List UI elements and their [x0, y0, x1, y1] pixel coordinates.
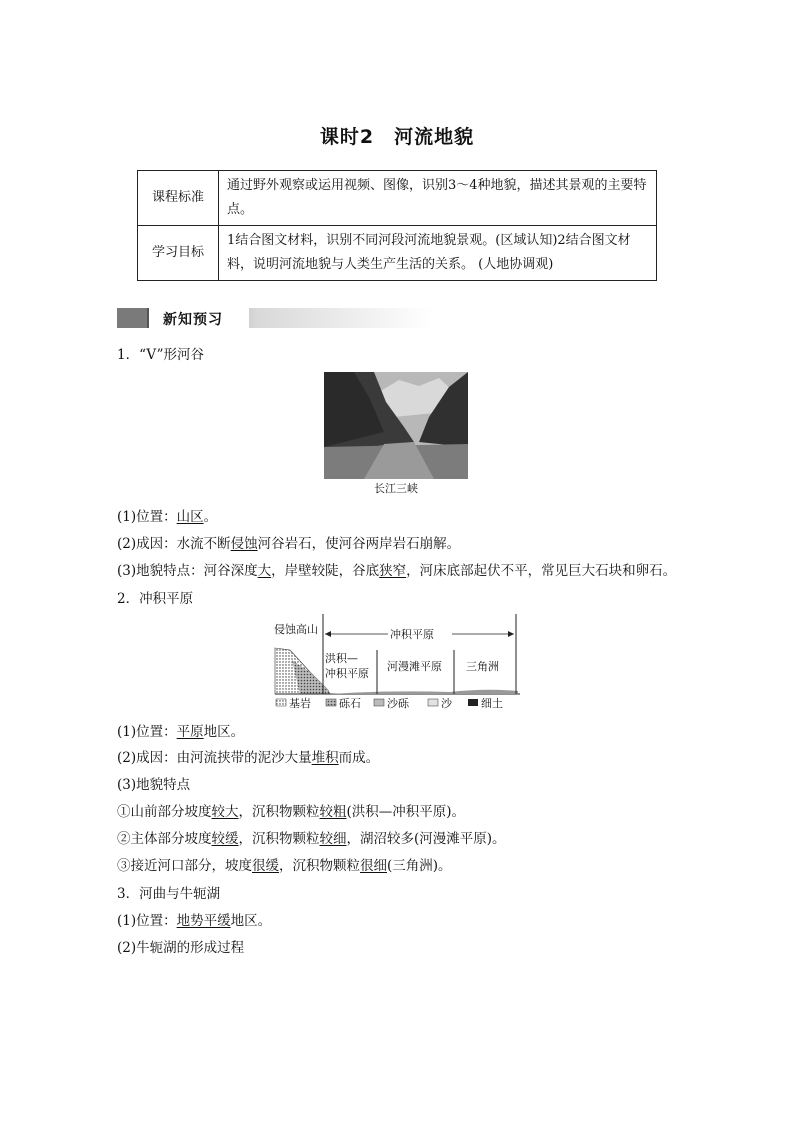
gorge-image — [324, 372, 468, 479]
answer-blank: 较细 — [319, 831, 347, 847]
answer-blank: 山区 — [176, 509, 204, 525]
meander-location — [117, 909, 271, 929]
table-row — [138, 226, 657, 281]
label-alluvial-plain: 冲积平原 — [390, 628, 434, 641]
table-header-cell: 课程标准 — [138, 171, 219, 226]
sediment-layer — [330, 690, 518, 694]
text: ，沉积物颗粒 — [279, 858, 360, 874]
text: ，湖沼较多(河漫滩平原)。 — [346, 831, 506, 847]
photo-caption: 长江三峡 — [374, 482, 418, 495]
text: 地区。 — [203, 724, 245, 740]
answer-blank: 很缓 — [252, 858, 279, 874]
answer-blank: 较粗 — [319, 804, 347, 820]
plain-feature-3 — [117, 854, 452, 874]
answer-blank: 大 — [257, 563, 272, 579]
answer-blank: 很细 — [360, 858, 387, 874]
table-row — [138, 171, 657, 226]
answer-blank: 地势平缓 — [176, 913, 231, 929]
text: ，河床底部起伏不平，常见巨大石块和卵石。 — [406, 563, 677, 579]
text: (1)位置： — [117, 913, 177, 929]
legend-gravel: 砾石 — [339, 697, 361, 710]
section-banner-title: 新知预习 — [163, 312, 223, 328]
section-heading-meander: 3．河曲与牛轭湖 — [117, 886, 221, 902]
plain-feature-1 — [117, 800, 465, 820]
label-fan-line2: 冲积平原 — [325, 667, 369, 680]
text: 而成。 — [338, 750, 380, 766]
v-valley-location — [117, 505, 217, 525]
label-fan-line1: 洪积— — [325, 652, 358, 665]
text: ③接近河口部分，坡度 — [117, 858, 252, 874]
text: ②主体部分坡度 — [117, 831, 212, 847]
legend-sandy-gravel: 沙砾 — [387, 697, 409, 710]
answer-blank: 较大 — [211, 804, 239, 820]
legend-bedrock: 基岩 — [289, 697, 311, 710]
page-title: 课时2 河流地貌 — [319, 126, 475, 148]
answer-blank: 侵蚀 — [230, 536, 258, 552]
label-floodplain: 河漫滩平原 — [387, 660, 442, 673]
legend-swatch-bedrock — [276, 699, 286, 706]
legend-sand: 沙 — [441, 697, 452, 710]
table-header-cell: 学习目标 — [138, 226, 219, 281]
table-content-cell: 通过野外观察或运用视频、图像，识别3～4种地貌，描述其景观的主要特点。 — [219, 171, 657, 226]
text: 河谷岩石，使河谷两岸岩石崩解。 — [257, 536, 461, 552]
answer-blank: 平原 — [176, 724, 204, 740]
text: ，岸壁较陡，谷底 — [271, 563, 380, 579]
legend-swatch-sandy-gravel — [374, 699, 384, 706]
table-content-cell: 1结合图文材料，识别不同河段河流地貌景观。(区域认知)2结合图文材料，说明河流地貌与人类生产生活的关系。 (人地协调观) — [219, 226, 657, 281]
legend-swatch-silt — [468, 699, 478, 706]
legend-silt: 细土 — [481, 697, 503, 710]
text: 地区。 — [230, 913, 272, 929]
text: (三角洲)。 — [387, 858, 452, 874]
alluvial-plain-diagram — [270, 610, 522, 716]
text: ，沉积物颗粒 — [238, 804, 320, 820]
curriculum-table — [137, 170, 657, 281]
text: (1)位置： — [117, 724, 177, 740]
text: (1)位置： — [117, 509, 177, 525]
answer-blank: 堆积 — [311, 750, 339, 766]
label-delta: 三角洲 — [466, 660, 499, 673]
plain-features-heading: (3)地貌特点 — [117, 777, 191, 793]
plain-cause — [117, 746, 379, 766]
text: (3)地貌特点：河谷深度 — [117, 563, 258, 579]
answer-blank: 较缓 — [211, 831, 239, 847]
answer-blank: 狭窄 — [379, 563, 407, 579]
alluvial-plain-diagram-svg — [270, 610, 522, 712]
text: (2)成因：由河流挟带的泥沙大量 — [117, 750, 312, 766]
label-erosion-mountain: 侵蚀高山 — [274, 623, 318, 636]
plain-feature-2 — [117, 827, 506, 847]
v-valley-cause — [117, 532, 460, 552]
legend-swatch-gravel — [326, 699, 336, 706]
yangtze-gorges-photo — [324, 372, 468, 479]
plain-location — [117, 720, 244, 740]
oxbow-formation-heading: (2)牛轭湖的形成过程 — [117, 940, 245, 956]
text: ，沉积物颗粒 — [238, 831, 320, 847]
text: 。 — [203, 509, 218, 525]
v-valley-features — [117, 559, 676, 579]
text: (洪积—冲积平原)。 — [346, 804, 466, 820]
legend-swatch-sand — [428, 699, 438, 706]
text: ①山前部分坡度 — [117, 804, 212, 820]
section-heading-v-valley: 1．“V”形河谷 — [117, 347, 205, 363]
section-heading-alluvial-plain: 2．冲积平原 — [117, 591, 194, 607]
text: (2)成因：水流不断 — [117, 536, 231, 552]
